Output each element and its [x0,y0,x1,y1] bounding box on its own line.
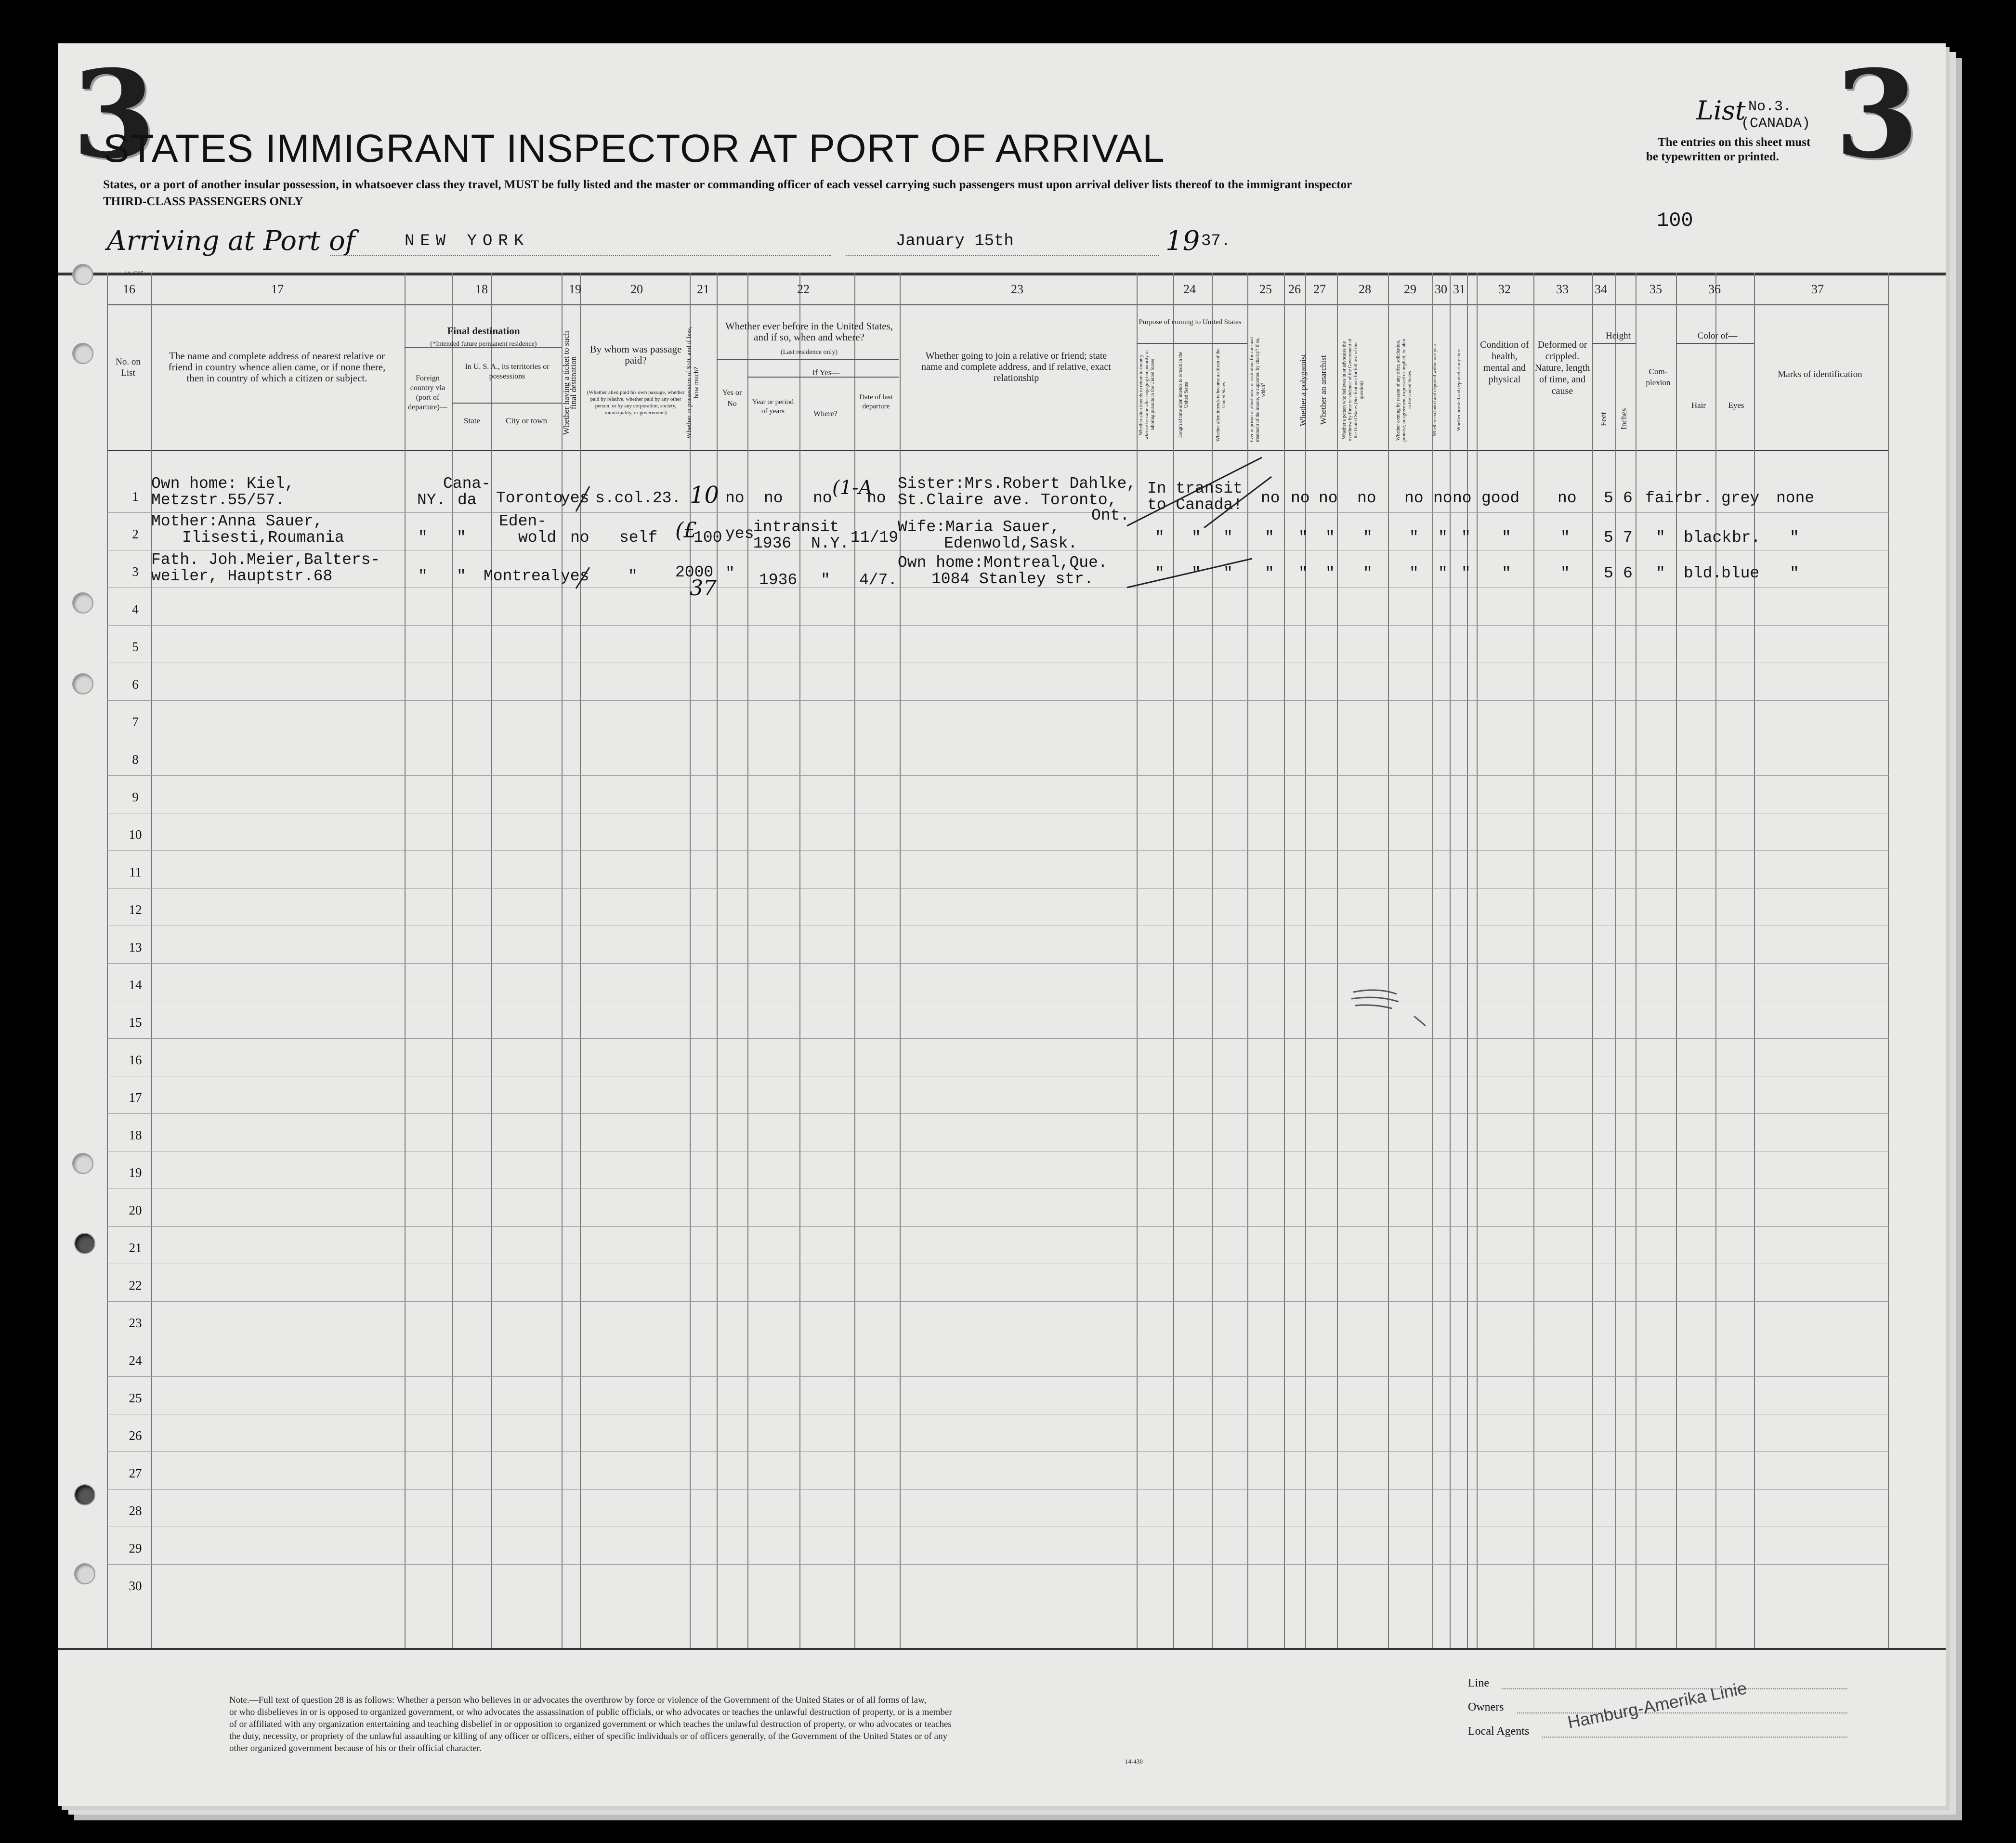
row-number: 8 [132,752,139,767]
state-2: da [458,491,477,509]
col-before-in-us: Whether ever before in the United States, and if so, when and where? [725,320,893,343]
joining-relative-2: St.Claire ave. Toronto, [898,491,1117,509]
date-last-departure: 11/19 [851,529,899,547]
col-color-of: Color of— [1697,331,1738,341]
row-number: 20 [129,1203,142,1217]
column-number: 21 [697,282,709,296]
column-number: 33 [1556,282,1569,296]
year-period: 1936 [753,535,792,552]
footnote [229,1694,1371,1754]
col-hair: Hair [1691,401,1706,410]
row-number: 19 [129,1165,142,1180]
q30: " [1438,564,1448,582]
column-number: 32 [1498,282,1511,296]
relative-address: Fath. Joh.Meier,Balters- [151,551,380,569]
row-number: 1 [132,489,139,504]
col-complexion: Com-plexion [1646,367,1671,387]
feet: 5 [1604,564,1613,582]
before-yes-no: yes [725,525,754,543]
money: 100 [694,529,722,547]
column-number: 36 [1708,282,1721,296]
punch-hole [72,673,93,694]
joining-relative: Wife:Maria Sauer, [898,518,1060,536]
eyes: br. [1732,529,1761,547]
col-if-yes: If Yes— [812,368,840,377]
pencil-stroke [1204,477,1271,528]
relative-address-2: weiler, Hauptstr.68 [151,567,333,585]
pencil-stroke [1414,1016,1426,1026]
column-number: 29 [1404,282,1416,296]
complexion: " [1656,529,1665,547]
punch-hole [72,264,93,285]
column-number: 17 [271,282,284,296]
health: " [1502,529,1511,547]
col-height: Height [1606,331,1631,341]
pencil-scribble [1351,990,1399,1008]
relative-address: Mother:Anna Sauer, [151,512,323,530]
col-yes-no: Yes or No [722,389,742,408]
col-last-residence-note: (Last residence only) [780,349,838,356]
city: Montreal [484,567,560,585]
purpose-2: to Canada! [1147,496,1243,514]
column-number: 24 [1183,282,1196,296]
row-number: 22 [129,1278,142,1293]
col-q29: Whether coming by reason of any offer, solicitation, promise, or agreement, expressed or implied, to labor in the United States [1396,339,1413,442]
punch-hole [74,1233,95,1254]
prison: " [1265,529,1274,547]
col-polygamist: Whether a polygamist [1298,353,1308,427]
purpose-c: " [1223,564,1233,582]
row-number: 21 [129,1241,142,1255]
purpose: In transit [1147,480,1243,497]
col-date-last-departure: Date of last departure [859,393,893,410]
marks: none [1776,489,1815,507]
city: Toronto [496,489,563,507]
col-final-destination-note: (*Intended future permanent residence) [430,340,537,348]
where: no [813,489,832,507]
row-number: 24 [129,1353,142,1368]
money: 2000 [675,563,714,581]
punch-hole [74,1563,95,1584]
complexion: fair [1645,489,1684,507]
relative-address-2: Metzstr.55/57. [151,491,285,509]
col-prison: Ever in prison or almshouse, or institution for care and treatment of the insane, or supported by charity? If so, which? [1249,337,1266,443]
col-state: State [464,416,480,425]
deformed: " [1560,564,1570,582]
purpose-b: " [1191,564,1201,582]
col-relative-address: The name and complete address of nearest relative or friend in country whence alien came, or if none there, then in country of which a citizen or subject. [168,350,386,384]
pencil-stroke [576,567,589,588]
row-number: 6 [132,677,139,692]
column-number: 27 [1313,282,1326,296]
foreign-country: NY. [417,491,446,509]
anarchist: no [1319,489,1338,507]
date-last-departure: no [867,489,886,507]
local-agents-label: Local Agents [1468,1725,1530,1738]
hair: bld. [1684,564,1722,582]
column-number: 34 [1595,282,1607,296]
footnote-line: the duty, necessity, or propriety of the unlawful assaulting or killing of any officer or officers, either of specific individuals or of officers generally, of the Government of the United States or of any [229,1731,948,1741]
row-number: 4 [132,602,139,616]
line-underline [1502,1688,1847,1689]
joining-relative: Own home:Montreal,Que. [898,554,1108,572]
ticket: no [570,529,589,547]
col-passage-paid-note: (Whether alien paid his own passage, whether paid by relative, whether paid by any other person, or by any corporation, society, municipality, or government) [587,390,685,416]
marks: " [1790,564,1799,582]
row-number: 18 [129,1128,142,1142]
column-number: 37 [1811,282,1824,296]
col-foreign-country: Foreign country via (port of departure)— [408,374,447,411]
eyes: blue [1721,564,1760,582]
col-purpose-a: Whether alien intends to return to country whence he came after engaging temporarily in laboring pursuits in the United States [1139,350,1155,440]
row-number: 13 [129,940,142,954]
q30: " [1438,529,1448,547]
footnote-line: of or affiliated with any organization entertaining and teaching disbelief in or opposition to organized government or which teaches the unlawful destruction of property, or who advocates or teaches [229,1719,952,1729]
agents-underline [1542,1737,1847,1738]
port-value: NEW YORK [405,232,530,250]
ticket: yes [561,567,589,585]
row-number: 12 [129,902,142,917]
q31: no [1453,489,1472,507]
prison: " [1265,564,1274,582]
col-city: City or town [506,416,547,425]
state: " [457,529,466,547]
row-number: 5 [132,640,139,654]
date-value: January 15th [896,232,1014,250]
complexion: " [1656,564,1665,582]
row-number: 15 [129,1015,142,1030]
health: good [1481,489,1520,507]
pencil-stroke [576,486,589,511]
column-number: 22 [797,282,810,296]
anarchist: " [1325,529,1335,547]
col-where: Where? [813,410,838,418]
pencil-stroke [1127,559,1252,588]
purpose-c: " [1223,529,1233,547]
col-final-destination: Final destination [447,325,520,337]
col-passage-paid: By whom was passage paid? [589,343,682,366]
row-number: 17 [129,1090,142,1105]
q29: no [1404,489,1424,507]
list-region: (CANADA) [1741,116,1811,132]
state: Cana- [443,475,491,493]
arriving-label: Arriving at Port of [107,225,355,257]
purpose-b: " [1191,529,1201,547]
column-number: 28 [1359,282,1371,296]
line-label: Line [1468,1677,1489,1689]
purpose-a: " [1155,564,1165,582]
form-code: 14-4305 [124,270,144,276]
hair: black [1684,529,1732,547]
col-feet: Feet [1599,412,1608,426]
hair: br. [1684,489,1713,507]
row-number: 9 [132,790,139,804]
row-number: 14 [129,978,142,992]
col-q28: Whether a person who believes in or advocates the overthrow by force or violence of the Government of the United States (See footnote for full text of this question) [1342,339,1364,442]
row-number: 10 [129,827,142,842]
q30: no [1433,489,1453,507]
row-number: 27 [129,1466,142,1480]
punch-hole [74,1484,95,1505]
shipping-line-stamp: Hamburg-Amerika Linie [1566,1678,1749,1732]
col-joining-relative: Whether going to join a relative or friend; state name and complete address, and if relative, exact relationship [921,351,1111,383]
q31: " [1461,564,1471,582]
joining-relative-3: Ont. [1091,507,1130,524]
inches: 7 [1623,529,1633,547]
column-number: 19 [569,282,581,296]
col-eyes: Eyes [1728,401,1744,410]
passage-paid: " [628,567,638,585]
feet: 5 [1604,489,1613,507]
row-number: 30 [129,1579,142,1593]
punch-hole [72,1153,93,1174]
relative-address: Own home: Kiel, [151,475,295,493]
money-handwritten: (£ [675,518,697,543]
col-purpose: Purpose of coming to United States [1139,318,1242,326]
joining-relative-2: 1084 Stanley str. [931,570,1094,588]
row-number: 16 [129,1053,142,1067]
inches: 6 [1623,489,1633,507]
money-handwritten-2: 37 [690,576,717,601]
purpose-note: intransit [753,518,839,536]
owners-label: Owners [1468,1701,1504,1713]
row-number: 26 [129,1428,142,1443]
instructions-line1: The entries on this sheet must [1658,136,1811,149]
row-number: 7 [132,715,139,729]
instructions-line2: be typewritten or printed. [1646,150,1779,163]
footnote-line: Note.—Full text of question 28 is as follows: Whether a person who believes in or advocates the overthrow by force or violence of the Government of the United States or of all forms of law, [229,1695,927,1705]
before-yes-no: " [725,564,735,582]
passage-paid: s.col.23. [595,489,681,507]
column-number: 35 [1649,282,1662,296]
punch-hole [72,343,93,364]
col-in-usa: In U. S. A., its territories or possessions [465,363,550,380]
punch-hole [72,592,93,614]
header-subtitle: States, or a port of another insular possession, in whatsoever class they travel, MUST be fully listed and the master or commanding officer of each vessel carrying such passengers must upon arrival deliver lists thereof to the immigrant inspector [103,178,1352,191]
col-possession-50: Whether in possession of $50, and if less, how much? [686,327,700,439]
column-number: 20 [630,282,643,296]
col-q31: Whether arrested and deported at any time [1456,349,1462,431]
eyes: grey [1721,489,1760,507]
foreign-country: " [418,567,428,585]
money: 10 [690,482,720,509]
year-period: no [764,489,783,507]
col-ticket: Whether having a ticket to such final destination [562,331,578,435]
joining-relative: Sister:Mrs.Robert Dahlke, [898,475,1137,493]
inches: 6 [1623,564,1633,582]
row-number: 2 [132,527,139,541]
column-number: 26 [1288,282,1301,296]
column-number: 25 [1259,282,1272,296]
before-yes-no: no [725,489,745,507]
anarchist: " [1325,564,1335,582]
relative-address-2: Ilisesti,Roumania [182,529,344,547]
col-anarchist: Whether an anarchist [1319,355,1328,425]
q31: " [1461,529,1471,547]
footnote-line: other organized government because of his or their official character. [229,1743,482,1753]
col-purpose-b: Length of time alien intends to remain in the United States [1178,352,1189,438]
where-handwritten: (1-A [832,477,873,499]
column-number: 16 [123,282,135,296]
column-number: 31 [1453,282,1466,296]
ticket: yes [561,489,589,507]
column-number: 30 [1435,282,1447,296]
joining-relative-2: Edenwold,Sask. [944,535,1078,552]
row-number: 25 [129,1391,142,1405]
q28: " [1363,564,1373,582]
col-marks: Marks of identification [1778,369,1862,379]
col-inches: Inches [1619,408,1628,430]
third-class-label: THIRD-CLASS PASSENGERS ONLY [103,195,303,208]
passage-paid: self [619,529,658,547]
col-purpose-c: Whether alien intends to become a citizen of the United States [1216,348,1227,442]
row-number: 3 [132,564,139,579]
footer-form-code: 14-430 [1125,1758,1143,1765]
row-number: 29 [129,1541,142,1555]
col-year-period: Year or period of years [752,398,794,415]
polygamist: no [1291,489,1310,507]
polygamist: " [1298,564,1308,582]
deformed: no [1558,489,1577,507]
row-number: 23 [129,1316,142,1330]
col-condition-health: Condition of health, mental and physical [1480,340,1529,385]
row-number: 28 [129,1503,142,1518]
column-number: 23 [1011,282,1023,296]
page-marker-left: 3 [72,43,156,185]
col-q30: Whether excluded and deported within one year [1432,343,1438,437]
year-period: 1936 [759,571,798,589]
purpose-a: " [1155,529,1165,547]
sheet-number: 100 [1657,209,1693,232]
marks: " [1790,529,1799,547]
footnote-line: or who disbelieves in or is opposed to organized government, or who advocates the assassination of public officials, or who advocates or teaches the unlawful destruction of property, or is a member [229,1707,952,1717]
q28: no [1357,489,1376,507]
list-number: No.3. [1748,99,1792,115]
year-suffix: 37. [1201,232,1231,250]
year-prefix: 19 [1165,225,1200,257]
foreign-country: " [418,529,428,547]
where: " [821,571,830,589]
col-deformed: Deformed or crippled. Nature, length of time, and cause [1534,340,1590,396]
date-last-departure: 4/7. [859,571,898,589]
q29: " [1409,529,1419,547]
row-number: 11 [129,865,142,879]
state: " [457,567,466,585]
list-label: List [1696,95,1746,126]
q28: " [1363,529,1373,547]
column-number: 18 [475,282,488,296]
where: N.Y. [811,535,850,552]
polygamist: " [1298,529,1308,547]
health: " [1502,564,1511,582]
prison: no [1261,489,1280,507]
col-no-on-list: No. on List [116,357,141,378]
pencil-stroke [1127,457,1262,526]
deformed: " [1560,529,1570,547]
page-title: STATES IMMIGRANT INSPECTOR AT PORT OF ARRIVAL [103,127,1165,170]
feet: 5 [1604,529,1613,547]
q29: " [1409,564,1419,582]
page-marker-right: 3 [1835,43,1919,185]
